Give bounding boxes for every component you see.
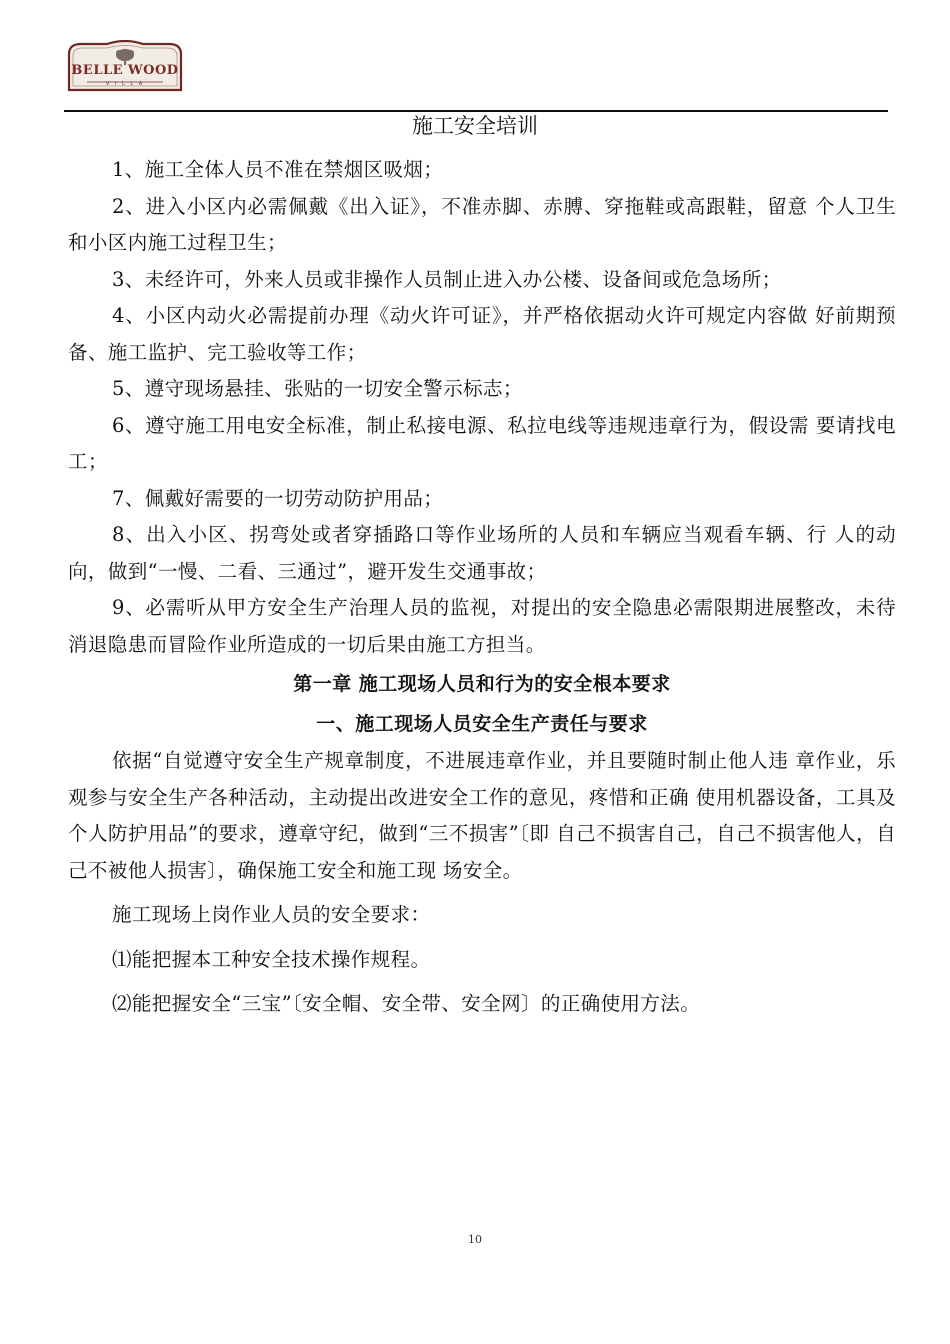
chapter-title: 第一章 施工现场人员和行为的安全根本要求	[293, 673, 671, 695]
page-number: 10	[468, 1233, 482, 1246]
document-title: 施工安全培训	[412, 114, 538, 138]
rule-item-1: 1、施工全体人员不准在禁烟区吸烟；	[112, 158, 444, 181]
requirements-lead: 施工现场上岗作业人员的安全要求：	[112, 903, 431, 926]
section-title: 一、施工现场人员安全生产责任与要求	[316, 713, 648, 735]
logo-brand-text: BELLE WOOD	[71, 63, 179, 78]
document-body	[68, 152, 896, 1023]
rule-item-5: 5、遵守现场悬挂、张贴的一切安全警示标志；	[112, 377, 523, 400]
belle-wood-logo	[67, 40, 183, 92]
intro-paragraph: 依据“自觉遵守安全生产规章制度，不进展违章作业，并且要随时制止他人违 章作业，乐观参与安全生产各种活动，主动提出改进安全工作的意见，疼惜和正确 使用机器设备，工具及个人防护用品”的要求，遵章守纪，做到“三不损害”〔即 自己不损害自己，自己不损害他人，自己不被他人损害〕，确保施工安全和施工现 场安全。	[68, 749, 896, 882]
rule-item-3: 3、未经许可，外来人员或非操作人员制止进入办公楼、设备间或危急场所；	[112, 267, 782, 291]
rule-item-4: 4、小区内动火必需提前办理《动火许可证》，并严格依据动火许可规定内容做 好前期预备、施工监护、完工验收等工作；	[68, 304, 896, 364]
rule-item-8: 8、出入小区、拐弯处或者穿插路口等作业场所的人员和车辆应当观看车辆、行 人的动向，做到“一慢、二看、三通过”，避开发生交通事故；	[68, 523, 896, 583]
requirement-item-2: ⑵能把握安全“三宝”〔安全帽、安全带、安全网〕的正确使用方法。	[112, 992, 701, 1015]
rule-item-2: 2、进入小区内必需佩戴《出入证》，不准赤脚、赤膊、穿拖鞋或高跟鞋，留意 个人卫生和小区内施工过程卫生；	[68, 194, 896, 254]
rule-item-6: 6、遵守施工用电安全标准，制止私接电源、私拉电线等违规违章行为，假设需 要请找电工；	[68, 413, 896, 473]
rule-item-9: 9、必需听从甲方安全生产治理人员的监视，对提出的安全隐患必需限期进展整改，未待消退隐患而冒险作业所造成的一切后果由施工方担当。	[68, 596, 896, 656]
logo-sub-text: V I L L A	[105, 81, 145, 87]
requirement-item-1: ⑴能把握本工种安全技术操作规程。	[112, 947, 431, 971]
rule-item-7: 7、佩戴好需要的一切劳动防护用品；	[112, 486, 444, 510]
